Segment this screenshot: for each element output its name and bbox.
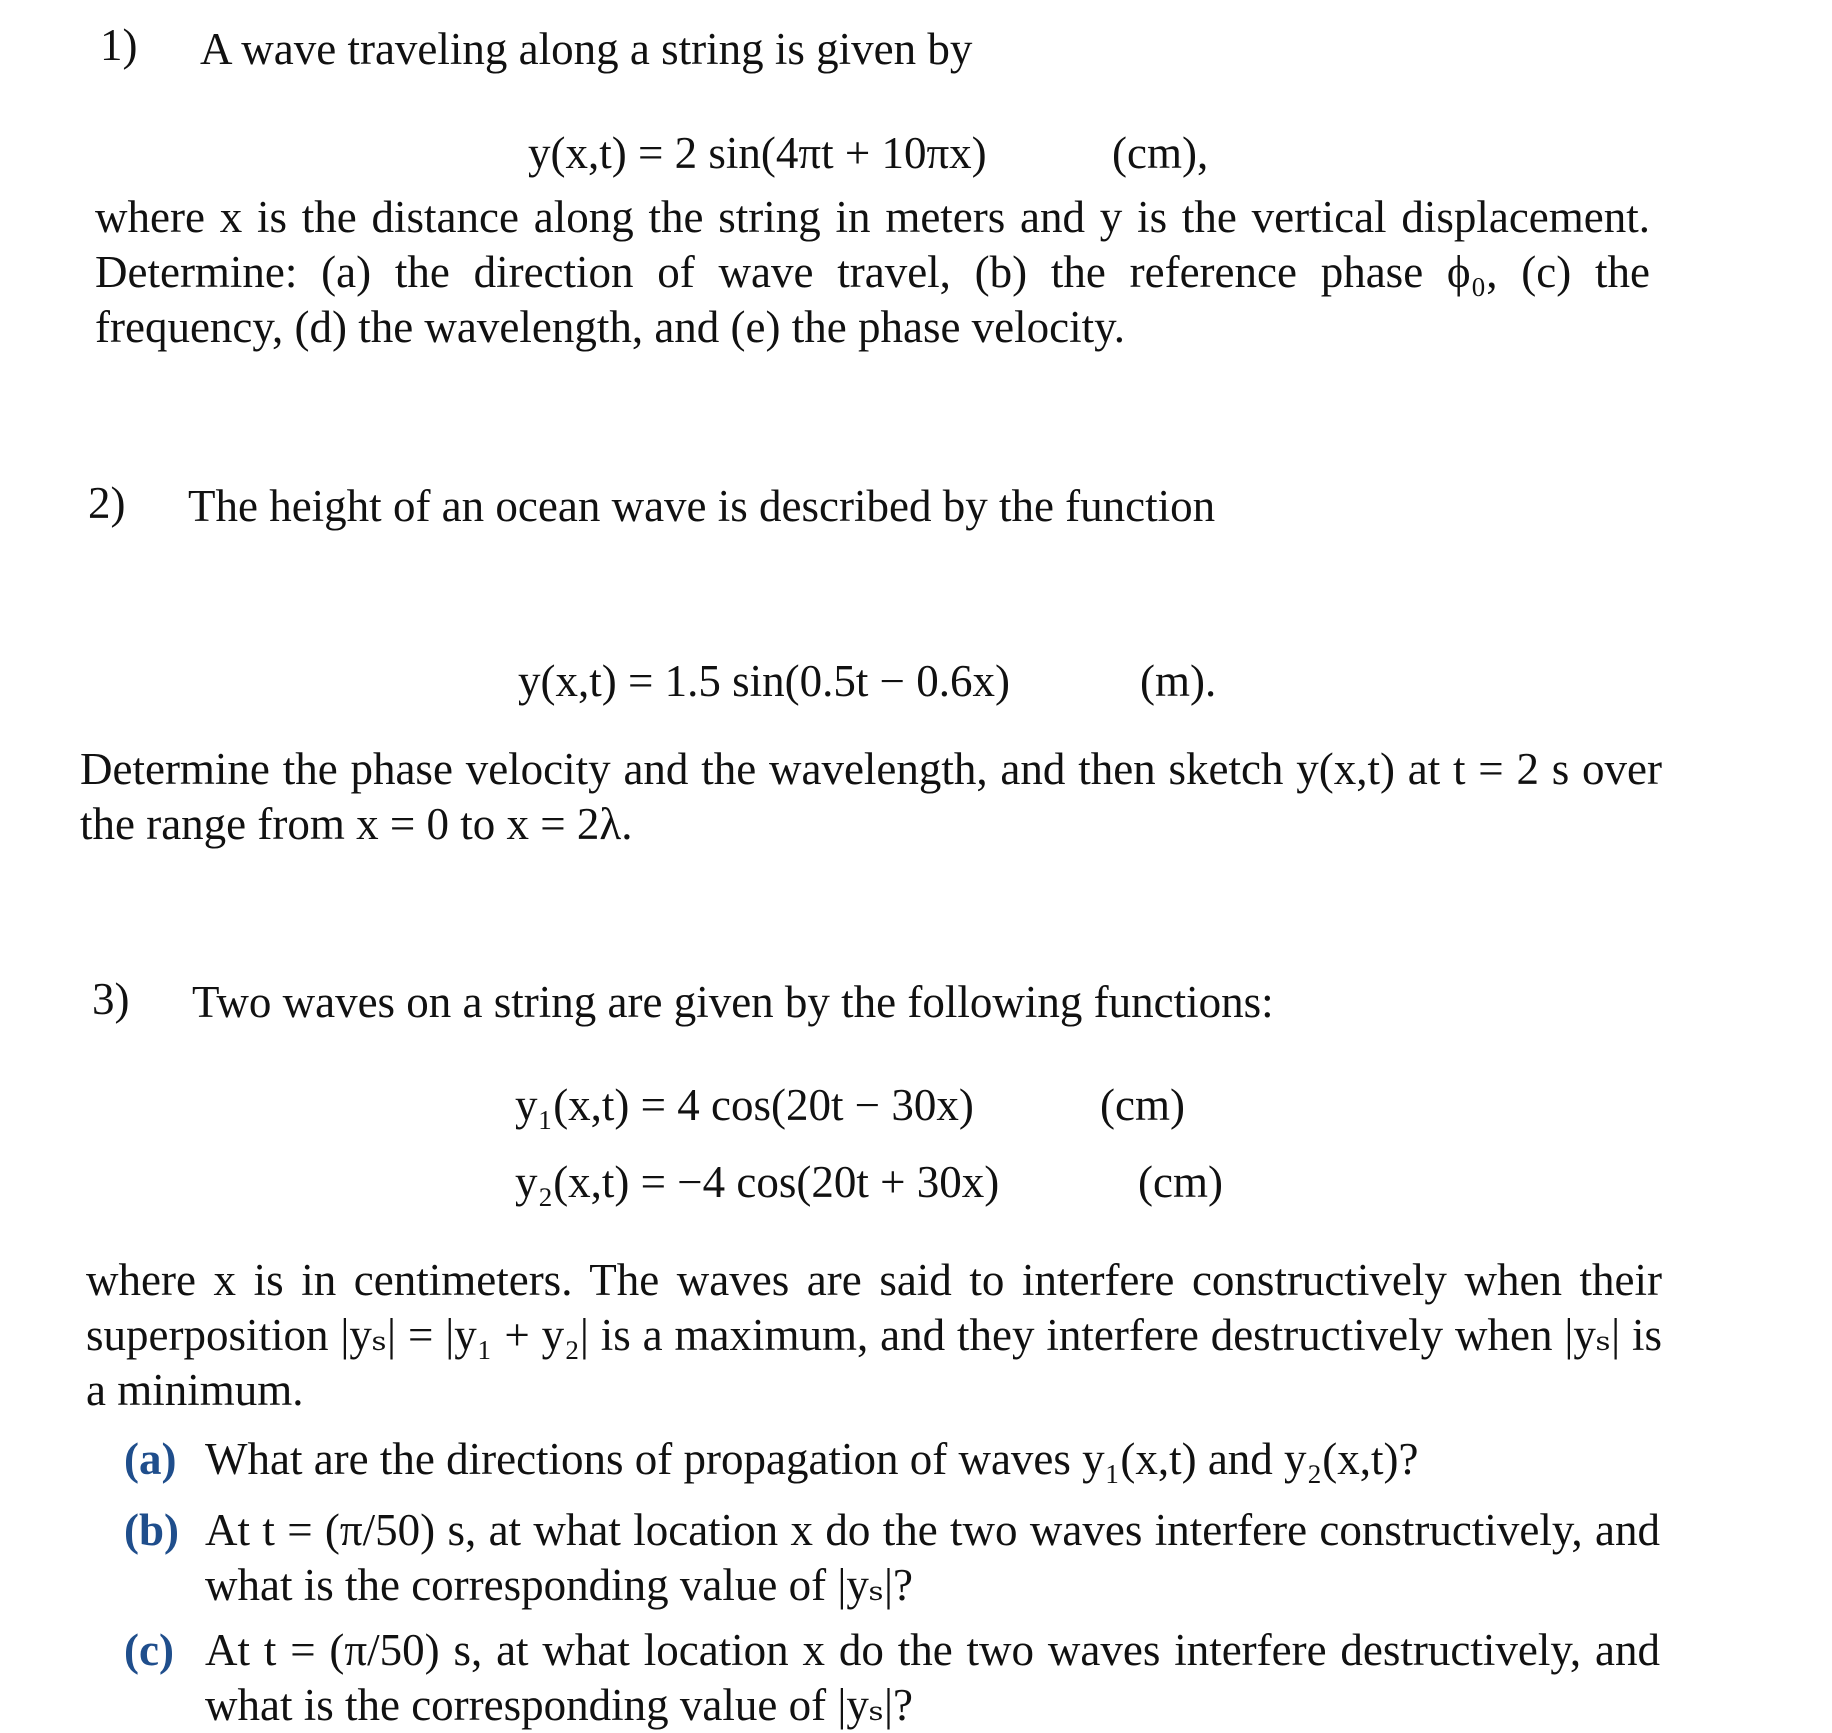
problem-number: 3) — [92, 974, 130, 1024]
subpart-text: At t = (π/50) s, at what location x do the two waves interfere destructively, and what is the corresponding value of |yₛ|? — [205, 1625, 1660, 1730]
equation: y(x,t) = 2 sin(4πt + 10πx) — [528, 128, 987, 178]
problem-body: where x is the distance along the string in meters and y is the vertical displacement. Determine: (a) the direction of wave travel, (b) the reference phase ϕ₀, (c) the frequency, (d) the wavelength, and (e) the phase velocity. — [95, 192, 1650, 352]
equation-1: y₁(x,t) = 4 cos(20t − 30x) — [515, 1080, 974, 1130]
problem-intro: The height of an ocean wave is described by the function — [188, 481, 1216, 531]
subpart-text: At t = (π/50) s, at what location x do the two waves interfere constructively, and what is the corresponding value of |yₛ|? — [205, 1505, 1660, 1610]
problem-intro: A wave traveling along a string is given by — [200, 24, 973, 74]
subpart-label: (a) — [124, 1434, 177, 1484]
problem-body: where x is in centimeters. The waves are said to interfere constructively when their superposition |yₛ| = |y₁ + y₂| is a maximum, and they interfere destructively when |yₛ| is a minimum. — [86, 1255, 1662, 1415]
problem-intro: Two waves on a string are given by the following functions: — [192, 977, 1274, 1027]
problem-number: 2) — [88, 478, 126, 528]
equation-1-unit: (cm) — [1100, 1080, 1185, 1130]
subpart-label: (b) — [124, 1505, 179, 1555]
equation-2: y₂(x,t) = −4 cos(20t + 30x) — [515, 1157, 1000, 1207]
equation-2-unit: (cm) — [1138, 1157, 1223, 1207]
equation-unit: (cm), — [1112, 128, 1209, 178]
subpart-label: (c) — [124, 1625, 174, 1675]
problem-number: 1) — [100, 20, 138, 70]
problem-body: Determine the phase velocity and the wavelength, and then sketch y(x,t) at t = 2 s over the range from x = 0 to x = 2λ. — [80, 744, 1662, 849]
equation: y(x,t) = 1.5 sin(0.5t − 0.6x) — [518, 656, 1010, 706]
equation-unit: (m). — [1140, 656, 1217, 706]
subpart-text: What are the directions of propagation of waves y₁(x,t) and y₂(x,t)? — [205, 1434, 1419, 1484]
